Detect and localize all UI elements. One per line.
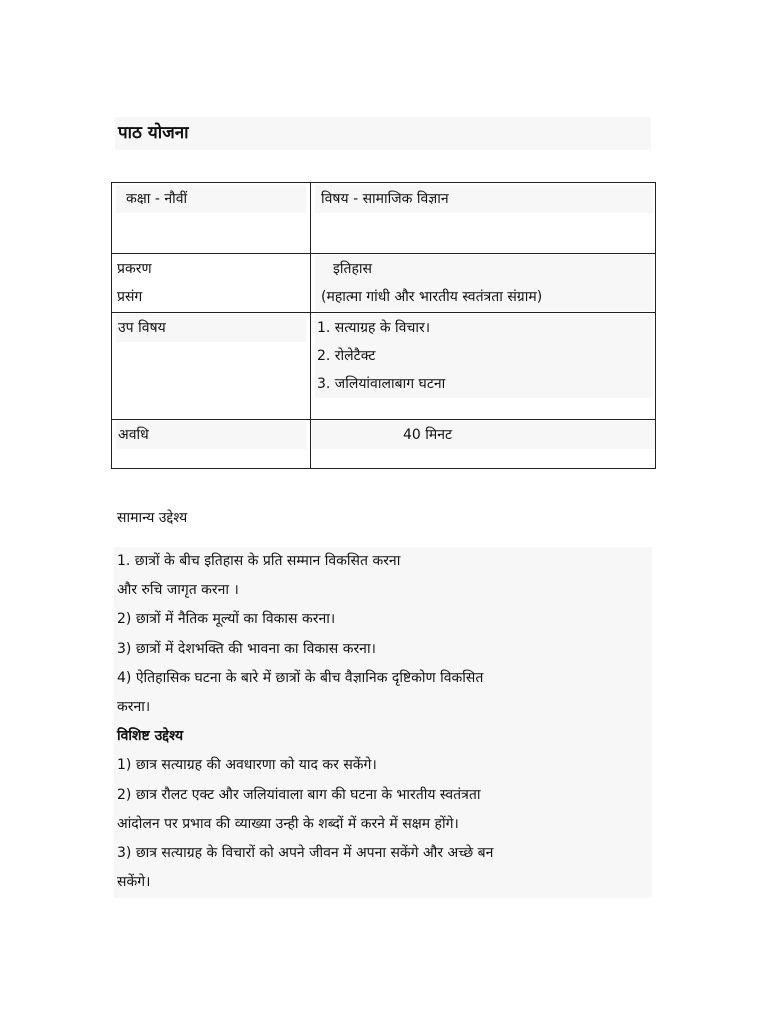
specific-objective-line: सकेंगे।	[117, 874, 151, 891]
table-row-divider	[112, 419, 655, 420]
table-row-divider	[112, 312, 655, 313]
specific-objective-line: 2) छात्र रौलट एक्ट और जलियांवाला बाग की घटना के भारतीय स्वतंत्रता	[117, 786, 481, 803]
general-objective-line: और रुचि जागृत करना ।	[117, 582, 239, 599]
subject-label: विषय - सामाजिक विज्ञान	[315, 185, 653, 213]
duration-value: 40 मिनट	[312, 421, 655, 449]
table-column-divider	[310, 183, 311, 468]
general-objective-line: 4) ऐतिहासिक घटना के बारे में छात्रों के बीच वैज्ञानिक दृष्टिकोण विकसित	[117, 669, 484, 686]
subtopic-list	[315, 314, 653, 398]
subtopic-item: 3. जलियांवालाबाग घटना	[317, 376, 446, 392]
unit-topic-labels	[117, 255, 152, 311]
lesson-plan-table	[111, 182, 656, 469]
general-objective-line: 1. छात्रों के बीच इतिहास के प्रति सम्मान विकसित करना	[117, 553, 401, 569]
specific-objective-line: 3) छात्र सत्याग्रह के विचारों को अपने जीवन में अपना सकेंगे और अच्छे बन	[117, 845, 494, 862]
unit-topic-values	[315, 255, 653, 311]
specific-objective-line: 1) छात्र सत्याग्रह की अवधारणा को याद कर सकेंगे।	[117, 757, 377, 774]
subtopic-label: उप विषय	[116, 314, 306, 342]
table-row-divider	[112, 253, 655, 254]
specific-objective-line: आंदोलन पर प्रभाव की व्याख्या उन्ही के शब्दों में करने में सक्षम होंगे।	[117, 815, 459, 832]
specific-objectives-heading: विशिष्ट उद्देश्य	[117, 728, 184, 745]
general-objectives-heading: सामान्य उद्देश्य	[117, 510, 188, 526]
page-title: पाठ योजना	[115, 117, 651, 150]
duration-label: अवधि	[116, 421, 306, 449]
general-objective-line: 3) छात्रों में देशभक्ति की भावना का विकास करना।	[117, 640, 376, 657]
class-label: कक्षा - नौवीं	[116, 185, 306, 213]
general-objective-line: 2) छात्रों में नैतिक मूल्यों का विकास करना।	[117, 611, 336, 628]
unit-label: प्रकरण	[117, 261, 152, 277]
topic-label: प्रसंग	[117, 289, 143, 305]
subtopic-item: 2. रोलेटैक्ट	[317, 348, 376, 364]
topic-value: (महात्मा गांधी और भारतीय स्वतंत्रता संग्राम)	[321, 289, 543, 305]
general-objective-line: करना।	[117, 699, 151, 716]
unit-value: इतिहास	[333, 261, 373, 277]
subtopic-item: 1. सत्याग्रह के विचार।	[317, 320, 431, 336]
objectives-block	[114, 547, 652, 898]
